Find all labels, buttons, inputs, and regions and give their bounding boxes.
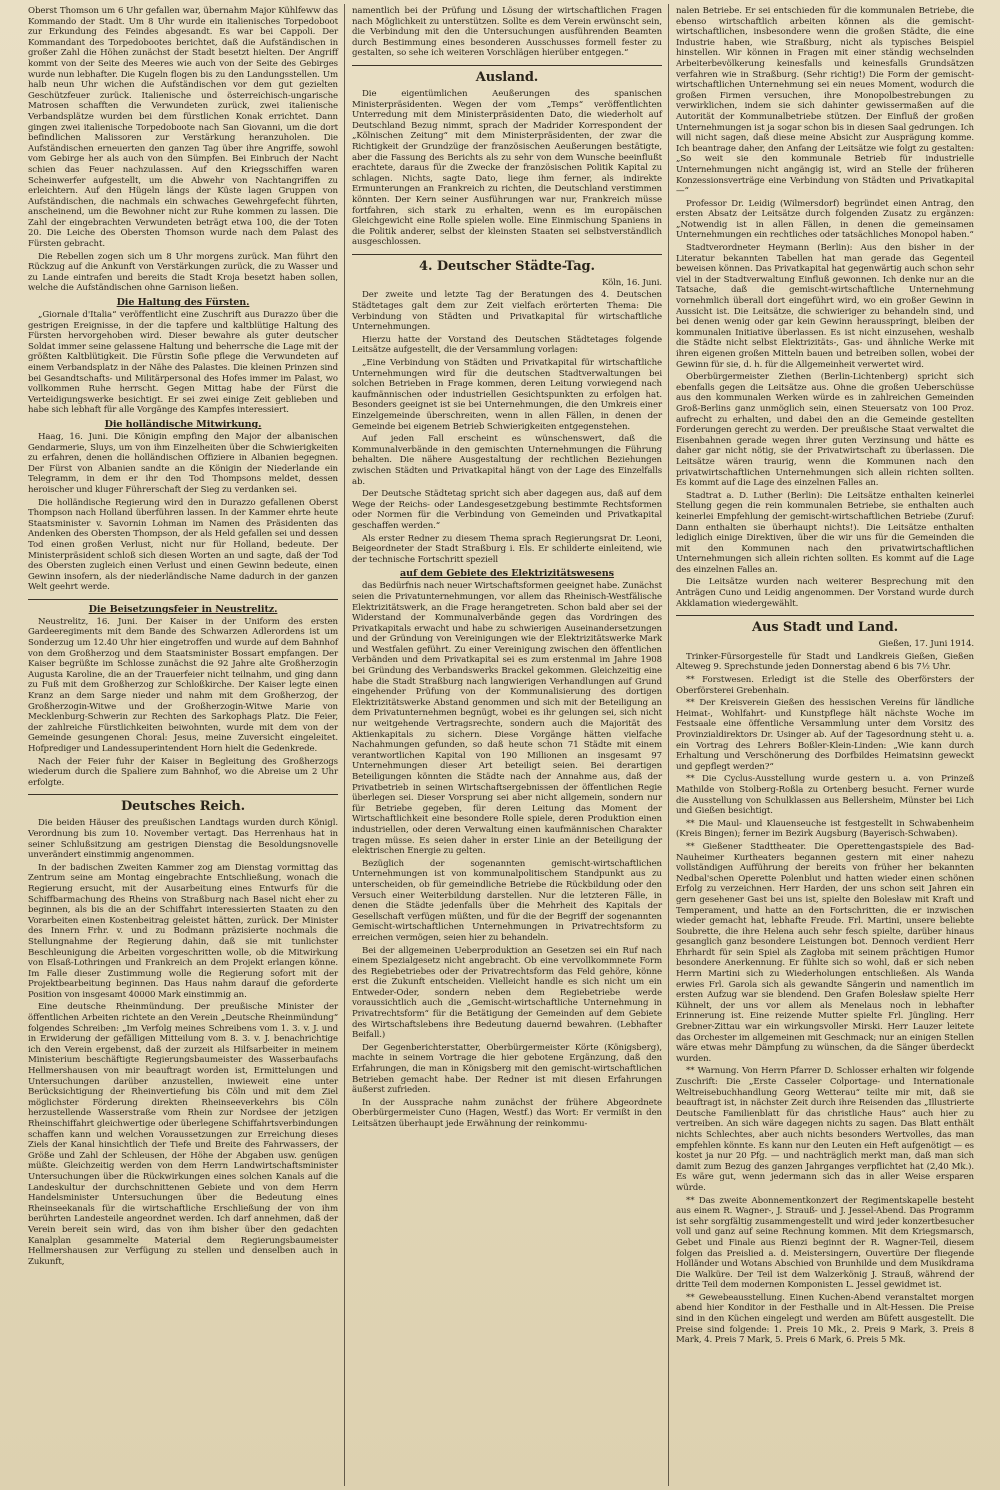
column-rule	[668, 4, 669, 1486]
article-paragraph: Eine deutsche Rheinmündung. Der preußische Minister der öffentlichen Arbeiten richtete an den Verein „Deutsche Rheinmündung“ folgendes Schreiben: „Im Verfolg meines Schreibens vom 1. 3. v. J. und in Erwiderung der gefälligen Mitteilung vom 8. 3. v. J. benachrichtige ich den Verein ergebenst, daß der zurzeit als Hilfsarbeiter in meinem Ministerium beschäftigte Regierungsbaumeister des Wasserbaufachs Hellmershausen von mir beauftragt worden ist, Ermittelungen und Untersuchungen darüber anzustellen, inwieweit eine unter Berücksichtigung der Rheinvertiefung bis Cöln und mit dem Ziel möglichster Förderung direkten Rheinseeverkehrs bis Cöln herzustellende Wasserstraße vom Rhein zur Nordsee der jetzigen Rheinschiffahrt gleichwertige oder überlegene Schiffahrtsverbindungen schaffen kann und welchen Voraussetzungen zur Erreichung dieses Ziels der Kanal hinsichtlich der Tiefe und Breite des Fahrwassers, der Größe und Zahl der Schleusen, der Höhe der Abgaben usw. genügen müßte. Gleichzeitig werden von dem Herrn Landwirtschaftsminister Untersuchungen über die Rückwirkungen eines solchen Kanals auf die Landeskultur der durchschnittenen Gebiete und von dem Herrn Handelsminister Untersuchungen über die Bedeutung eines Rheinseekanals für die wirtschaftliche Erschließung der von ihm berührten Landesteile angeordnet werden. Ich darf annehmen, daß der Verein bereit sein wird, das von ihm bisher über den gedachten Kanalplan gesammelte Material dem Regierungsbaumeister Hellmershausen zur Verfügung zu stellen und denselben auch in Zukunft,	[28, 1002, 338, 1267]
article-paragraph: Oberbürgermeister Ziethen (Berlin-Lichtenberg) spricht sich ebenfalls gegen die Leitsätze aus. Ohne die großen Ueberschüsse aus den kommunalen Werken würde es in zahlreichen Gemeinden Groß-Berlins ganz unmöglich sein, einen Steuersatz von 100 Proz. aufrecht zu erhalten, und dabei den an die Gemeinde gestellten Forderungen gerecht zu werden. Der preußische Staat verwaltet die Eisenbahnen gerade wegen ihrer guten Verzinsung und hätte es daher gar nicht nötig, sie der Privatwirtschaft zu überlassen. Die Leitsätze wären traurig, wenn die Kommunen nach den privatwirtschaftlichen Unternehmungen sich allein richten sollten. Es kommt auf die Lage des einzelnen Falles an.	[676, 372, 974, 489]
article-paragraph: Trinker-Fürsorgestelle für Stadt und Landkreis Gießen, Gießen Alteweg 9. Sprechstunde jeden Donnerstag abend 6 bis 7½ Uhr.	[676, 651, 974, 673]
article-paragraph: „Giornale d'Italia“ veröffentlicht eine Zuschrift aus Durazzo über die gestrigen Ereignisse, in der die tapfere und kaltblütige Haltung des Fürsten hervorgehoben wird. Dieser bewahre als guter deutscher Soldat immer seine gelassene Haltung und beherrsche die Lage mit der größten Kaltblütigkeit. Die Fürstin Sofie pflege die Verwundeten auf einem Verbandsplatz in der Nähe des Palastes. Die kleinen Prinzen sind bei Gesandtschafts- und Militärpersonal des Hofes immer im Palast, wo vollkommen Ruhe herrscht. Gegen Mittag habe der Fürst die Verteidigungswerke besichtigt. Er sei zwei einige Zeit geblieben und habe sich lebhaft für alle Vorgänge des Kampfes interessiert.	[28, 310, 338, 416]
divider	[676, 615, 974, 616]
article-paragraph: „Eine Verbindung von Städten und Privatkapital für wirtschaftliche Unternehmungen wird für die deutschen Stadtverwaltungen bei solchen Betrieben in Frage kommen, deren Leitung vorwiegend nach kaufmännischen oder industriellen Gesichtspunkten zu erfolgen hat. Besonders geeignet ist sie bei Unternehmungen, die den Umkreis einer Einzelgemeinde überschreiten, wenn in allen Fällen, in denen der Gemeinde bei eigenem Betrieb Schwierigkeiten entgegenstehen.	[352, 358, 662, 432]
article-paragraph: ** Der Kreisverein Gießen des hessischen Vereins für ländliche Heimat-, Wohlfahrt- und Kunstpflege hält nächste Woche im Festsaale eine öffentliche Versammlung unter dem Vorsitz des Provinzialdirektors Dr. Usinger ab. Auf der Tagesordnung steht u. a. ein Vortrag des Lehrers Boßler-Klein-Linden: „Wie kann durch Erhaltung und Verschönerung des Dorfbildes Heimatsinn geweckt und gepflegt werden?“	[676, 698, 974, 772]
article-paragraph: Die Leitsätze wurden nach weiterer Besprechung mit den Anträgen Cuno und Leidig angenommen. Der Vorstand wurde durch Akklamation wiedergewählt.	[676, 577, 974, 609]
article-paragraph: ** Forstwesen. Erledigt ist die Stelle des Oberförsters der Oberförsterei Grebenhain.	[676, 675, 974, 696]
article-paragraph: Als erster Redner zu diesem Thema sprach Regierungsrat Dr. Leoni, Beigeordneter der Stadt Straßburg i. Els. Er schilderte einleitend, wie der technische Fortschritt speziell	[352, 533, 662, 565]
section-heading: 4. Deutscher Städte-Tag.	[419, 258, 595, 274]
column-right	[672, 6, 978, 1484]
article-paragraph: ** Gewebeausstellung. Einen Kuchen-Abend veranstaltet morgen abend hier Konditor in der Festhalle und in Alt-Hessen. Die Preise sind in den Küchen eingelegt und werden am Büfett ausgestellt. Die Preise sind folgende: 1. Preis 10 Mk., 2. Preis 9 Mark, 3. Preis 8 Mark, 4. Preis 7 Mark, 5. Preis 6 Mark, 6. Preis 5 Mk.	[676, 1292, 974, 1346]
section-heading: Deutsches Reich.	[120, 799, 246, 815]
article-paragraph: Der Gegenberichterstatter, Oberbürgermeister Körte (Königsberg), machte in seinem Vortrage die hier gebotene Ergänzung, daß den Erfahrungen, die man in Königsberg mit den gemischt-wirtschaftlichen Betrieben gemacht habe. Der Redner ist mit diesen Erfahrungen äußerst zufrieden.	[352, 1042, 662, 1096]
article-paragraph: ** Die Cyclus-Ausstellung wurde gestern u. a. von Prinzeß Mathilde von Stolberg-Roßla zu Ortenberg besucht. Ferner wurde die Ausstellung von Schulklassen aus Bellersheim, Münster bei Lich und Gießen besichtigt.	[676, 774, 974, 817]
article-paragraph: Die beiden Häuser des preußischen Landtags wurden durch Königl. Verordnung bis zum 10. November vertagt. Das Herrenhaus hat in seiner Schlußsitzung am gestrigen Dienstag die Besoldungsnovelle unverändert einstimmig angenommen.	[28, 818, 338, 861]
article-paragraph: ** Warnung. Von Herrn Pfarrer D. Schlosser erhalten wir folgende Zuschrift: Die „Erste Casseler Colportage- und Internationale Weltreisebuchhandlung Georg Wetterau“ teilte mir mit, daß sie beauftragt ist, in nächster Zeit durch ihre Reisenden das „Illustrierte Deutsche Familienblatt für das christliche Haus“ auch hier zu vertreiben. An sich wäre dagegen nichts zu sagen. Das Blatt enthält nichts Schlechtes, aber auch nichts besonders Wertvolles, das man empfehlen könnte. Es kann nur den Leuten ein Heft aufgenötigt — es kostet ja nur 20 Pfg. — und nachträglich merkt man, daß man sich damit zum Bezug des ganzen Jahrganges verpflichtet hat (2,40 Mk.). Es wäre gut, wenn jedermann sich das in aller Weise ersparen würde.	[676, 1066, 974, 1193]
column-left	[24, 6, 342, 1484]
article-paragraph: ** Die Maul- und Klauenseuche ist festgestellt in Schwabenheim (Kreis Bingen); ferner im Bezirk Augsburg (Bayerisch-Schwaben).	[676, 818, 974, 840]
article-paragraph: In der Aussprache nahm zunächst der frühere Abgeordnete Oberbürgermeister Cuno (Hagen, Westf.) das Wort: Er vermißt in den Leitsätzen überhaupt jede Erwähnung der reinkommu-	[352, 1097, 662, 1129]
article-paragraph: Die Rebellen zogen sich um 8 Uhr morgens zurück. Man führt den Rückzug auf die Ankunft von Verstärkungen zurück, die zu Wasser und zu Lande eintrafen und bereits die Stadt Kroja besetzt haben sollen, welche die Aufständischen ohne Garnison ließen.	[28, 251, 338, 294]
divider	[28, 599, 338, 600]
divider	[352, 254, 662, 255]
article-paragraph: Neustrelitz, 16. Juni. Der Kaiser in der Uniform des ersten Gardeeregiments mit dem Bande des Schwarzen Adlerordens ist um Sonderzug um 12.40 Uhr hier eingetroffen und wurde auf dem Bahnhof von dem Großherzog und dem Staatsminister Bossart empfangen. Der Kaiser begrüßte im Schlosse zunächst die 92 Jahre alte Großherzogin Augusta Karoline, die an der Trauerfeier nicht teilnahm, und ging dann zu Fuß mit dem Großherzog zur Schloßkirche. Der Kaiser legte einen Kranz an dem Sarge nieder und nahm mit dem Großherzog, der Großherzogin-Witwe und der Großherzogin-Witwe Marie von Mecklenburg-Schwerin zur Rechten des Sarkophags Platz. Die Feier, der zahlreiche Fürstlichkeiten beiwohnten, wurde mit dem von der Gemeinde gesungenen Choral: Jesus, meine Zuversicht eingeleitet. Hofprediger und Landessuperintendent Horn hielt die Gedenkrede.	[28, 616, 338, 754]
article-paragraph: Stadtrat a. D. Luther (Berlin): Die Leitsätze enthalten keinerlei Stellung gegen die rein kommunalen Betriebe, sie enthalten auch keinerlei Empfehlung der gemischt-wirtschaftlichen Betriebe (Zuruf: Dann enthalten sie überhaupt nichts!). Die Leitsätze enthalten lediglich einige Direktiven, über die wir uns für die Gemeinden die mit den Kommunen nach den privatwirtschaftlichen Unternehmungen sich allein richten sollten. Es kommt auf die Lage des einzelnen Falles an.	[676, 490, 974, 575]
article-paragraph: das Bedürfnis nach neuer Wirtschaftsformen geeignet habe. Zunächst seien die Privatunternehmungen, vor allem das Rheinisch-Westfälische Elektrizitätswerk, an die Frage herangetreten. Schon bald aber sei der Widerstand der Kommunalverbände gegen das Vordringen des Privatkapitals erwacht und habe zu schwierigen Auseinandersetzungen und der Gründung von Vereinigungen wie der Elektrizitätswerke Mark und Westfalen geführt. Zu einer Vereinigung zwischen den öffentlichen Verbänden und dem Privatkapital sei es zum erstenmal im Jahre 1908 bei Gründung des Verbandswerks Brackel gekommen. Gleichzeitig eine habe die Stadt Straßburg nach langwierigen Verhandlungen auf Grund eingehender Prüfung von der Kommunalisierung des dortigen Elektrizitätswerke Abstand genommen und sich mit der Beteiligung an dem Privatunternehmen begnügt, wobei es ihr gelungen sei, sich nicht nur weitgehende Vertragsrechte, sondern auch die Majorität des Aktienkapitals zu sichern. Diese Vorgänge hätten vielfache Nachahmungen gefunden, so daß heute schon 71 Städte mit einem verantwortlichen Kapital von 190 Millionen an insgesamt 97 Unternehmungen dieser Art beteiligt seien. Bei derartigen Beteiligungen könnten die Städte nach der Annahme aus, daß der Privatbetrieb in seinen Wirtschaftsergebnissen der öffentlichen Regie überlegen sei. Dieser Vorsprung sei aber nicht allgemein, sondern nur für Betriebe gegeben, für deren Leitung das Moment der Wirtschaftlichkeit eine besondere Rolle spiele, deren Produktion einen industriellen, oder deren Verwaltung einen kaufmännischen Charakter tragen müsse. Es seien daher in erster Linie an der Beteiligung der elektrischen Energie zu gelten.	[352, 581, 662, 857]
article-paragraph: In der badischen Zweiten Kammer zog am Dienstag vormittag das Zentrum seine am Montag eingebrachte Entschließung, wonach die Regierung ersucht, mit der Ausarbeitung eines Entwurfs für die Schiffbarmachung des Rheins von Straßburg nach Basel nicht eher zu beginnen, als bis die an der Schiffahrt interessierten Staaten zu den Vorarbeiten einen Kostenbeitrag geleistet hätten, zurück. Der Minister des Innern Frhr. v. und zu Bodmann präzisierte nochmals die Stellungnahme der Regierung dahin, daß sie mit tunlichster Beschleunigung die Arbeiten vorgeschritten wolle, ob die Mitwirkung von Elsaß-Lothringen und Frankreich an dem Projekt erlangen könne. Im Falle dieser Zustimmung wolle die Regierung sofort mit der Projektbearbeitung beginnen. Das Haus nahm darauf die geforderte Position von insgesamt 40000 Mark einstimmig an.	[28, 862, 338, 1000]
section-subheading: Die Haltung des Fürsten.	[116, 297, 250, 309]
article-paragraph: Oberst Thomson um 6 Uhr gefallen war, übernahm Major Kühlfeww das Kommando der Stadt. Um 8 Uhr wurde ein italienisches Torpedoboot zur Erkundung des Feindes abgesandt. Es war bei Cappoli. Der Kommandant des Torpedobootes berichtet, daß die Aufständischen in großer Zahl die Höhen zunächst der Stadt besetzt hielten. Der Angriff kommt von der Seite des Meeres wie auch von der Seite des Gebirges wurde nun lebhafter. Die Kugeln flogen bis zu den Landungsstellen. Um halb neun Uhr wichen die Aufständischen vor dem gut gezielten Geschützfeuer zurück. Italienische und österreichisch-ungarische Matrosen schafften die Verwundeten zurück, zwei italienische Verbandsplätze wurden bei dem fürstlichen Konak errichtet. Dann gingen zwei italienische Torpedoboote nach San Giovanni, um die dort befindlichen Malissoren zur Verstärkung heranzuholen. Die Aufständischen erneuerten den ganzen Tag über ihre Angriffe, sowohl vom Gebirge her als auch von den Sümpfen. Bei Einbruch der Nacht schien das Feuer nachzulassen. Auf den Kriegsschiffen waren Scheinwerfer aufgestellt, um die Abwehr von Nachtangriffen zu erleichtern. Auf den Hügeln längs der Küste lagen Gruppen von Aufständischen, die nachmals ein schwaches Gewehrgefecht führten, anscheinend, um die Bewohner nicht zur Ruhe kommen zu lassen. Die Zahl der eingebrachten Verwundeten beträgt etwa 100, die der Toten 20. Die Leiche des Obersten Thomson wurde nach dem Palast des Fürsten gebracht.	[28, 6, 338, 250]
article-paragraph: Auf jeden Fall erscheint es wünschenswert, daß die Kommunalverbände in den gemischten Unternehmungen die Führung behalten. Die nähere Ausgestaltung der rechtlichen Beziehungen zwischen Städten und Privatkapital hängt von der Lage des Einzelfalls ab.	[352, 434, 662, 487]
section-subheading: Die Beisetzungsfeier in Neustrelitz.	[88, 603, 278, 615]
article-paragraph: Bei der allgemeinen Ueberproduktion an Gesetzen sei ein Ruf nach einem Spezialgesetz nicht angebracht. Ob eine vervollkommnete Form des Regiebetriebes oder der Privatrechtsform das Feld gehöre, könne erst die Zukunft entscheiden. Vielleicht handle es sich nicht um ein Entweder-Oder, sondern neben dem Regiebetriebe werde voraussichtlich auch die „Gemischt-wirtschaftliche Unternehmung in Privatrechtsform“ für die Betätigung der Gemeinden auf dem Gebiete des Wirtschaftslebens ihre Bedeutung dauernd bewahren. (Lebhafter Beifall.)	[352, 945, 662, 1041]
article-paragraph: Die eigentümlichen Aeußerungen des spanischen Ministerpräsidenten. Wegen der vom „Temps“ veröffentlichten Unterredung mit dem Ministerpräsidenten Dato, die wiederholt auf Deutschland Bezug nimmt, sprach der Madrider Korrespondent der „Kölnischen Zeitung“ mit dem Ministerpräsidenten, der zwar die Richtigkeit der Grundzüge der französischen Aeußerungen bestätigte, aber die Fassung des Berichts als zu sehr von dem Wunsche beeinflußt erachtete, daraus für die Zwecke der französischen Politik Kapital zu schlagen. Nichts, sagte Dato, liege ihm ferner, als indirekte Ermunterungen an Frankreich zu richten, die Deutschland verstimmen könnten. Der Kern seiner Ausführungen war nur, Frankreich müsse fortfahren, sich stark zu erhalten, wenn es im europäischen Gleichgewicht eine Rolle spielen wolle. Eine Einmischung Spaniens in die Politik anderer, selbst der kleinsten Staaten sei selbstverständlich ausgeschlossen.	[352, 88, 662, 248]
dateline: Köln, 16. Juni.	[601, 277, 662, 288]
divider	[28, 794, 338, 795]
article-paragraph: Bezüglich der sogenannten gemischt-wirtschaftlichen Unternehmungen ist von kommunalpolitischem Standpunkt aus zu unterscheiden, ob für gemeindliche Betriebe die Rückbildung oder den Versuch einer Weiterbildung darstellen. Nur die letzteren Fälle, in denen die Städte jedenfalls über die Mehrheit des Kapitals der Gesellschaft verfügen müßten, und für die der Begriff der sogenannten Gemischt-wirtschaftlichen Unternehmungen in Privatrechtsform zu erreichen vermögen, seien hier zu behandeln.	[352, 858, 662, 943]
column-rule	[344, 4, 345, 1486]
article-paragraph: Die holländische Regierung wird den in Durazzo gefallenen Oberst Thompson nach Holland überführen lassen. In der Kammer ehrte heute Staatsminister v. Savornin Lohman im Namen des Präsidenten das Andenken des Obersten Thompson, der als Held gefallen sei und dessen Tod einen großen Verlust, nicht nur für Holland, bedeute. Der Ministerpräsident schloß sich diesen Worten an und sagte, daß der Tod des Obersten zugleich einen Verlust und einen Gewinn bedeute, einen Gewinn insofern, als der niederländische Name dadurch in der ganzen Welt geehrt werde.	[28, 497, 338, 593]
divider	[352, 65, 662, 66]
dateline: Gießen, 17. Juni 1914.	[878, 639, 974, 650]
article-paragraph: Hierzu hatte der Vorstand des Deutschen Städtetages folgende Leitsätze aufgestellt, die der Versammlung vorlagen:	[352, 334, 662, 356]
article-paragraph: ** Gießener Stadttheater. Die Operettengastspiele des Bad-Nauheimer Kurtheaters begannen gestern mit einer nahezu vollständigen Aufführung der bereits von früher her bekannten Nedbal'schen Operette Polenblut und hatten wieder einen schönen Erfolg zu verzeichnen. Herr Harden, der uns schon seit Jahren ein gern gesehener Gast bei uns ist, spielte den Bolesław mit Kraft und Temperament, und hatte an den Fortschritten, die er inzwischen wieder gemacht hat, lebhafte Freude. Frl. Martini, unsere beliebte Soubrette, die ihre Helena auch sehr fesch spielte, darüber hinaus gesanglich ganz besondere Leistungen bot. Dennoch verdient Herr Ehrhardt für sein Spiel als Zagłoba mit seinem prächtigen Humor besondere Anerkennung. Er fühlte sich so wohl, daß er sich neben Herrn Martini sich zu Wiederholungen entschließen. Als Wanda erwies Frl. Garola sich als gewandte Sängerin und namentlich im ersten Aufzug war sie blendend. Den Grafen Bolesław spielte Herr Kühnelt, der uns vor allem als Menelaus noch in lebhafter Erinnerung ist. Eine reizende Mutter spielte Frl. Jüngling. Herr Grebner-Zittau war ein wirkungsvoller Mirski. Herr Lauzer leitete das Orchester im allgemeinen mit Geschmack; nur an einigen Stellen wäre etwas mehr Dämpfung zu wünschen, da die Sänger überdeckt wurden.	[676, 841, 974, 1064]
section-subheading: auf dem Gebiete des Elektrizitätswesens	[400, 568, 614, 580]
article-paragraph: Der Deutsche Städtetag spricht sich aber dagegen aus, daß auf dem Wege der Reichs- oder Landesgesetzgebung bestimmte Rechtsformen oder Normen für die Verbindung von Gemeinden und Privatkapital geschaffen werden.“	[352, 489, 662, 531]
article-paragraph: Haag, 16. Juni. Die Königin empfing den Major der albanischen Gendarmerie, Sluys, um von ihm Einzelheiten über die Schwierigkeiten zu erfahren, denen die holländischen Offiziere in Albanien begegnen. Der Fürst von Albanien sandte an die Königin der Niederlande ein Telegramm, in dem er ihr den Tod Thompsons meldet, dessen heroischer und kluger Führerschaft der Sieg zu verdanken sei.	[28, 431, 338, 495]
article-paragraph: Professor Dr. Leidig (Wilmersdorf) begründet einen Antrag, den ersten Absatz der Leitsätze durch folgenden Zusatz zu ergänzen: „Notwendig ist in allen Fällen, in denen die gemeinsamen Unternehmungen ein rechtliches oder tatsächliches Monopol haben.“	[676, 198, 974, 241]
article-paragraph: Stadtverordneter Heymann (Berlin): Aus den bisher in der Literatur bekannten Tabellen hat man gerade das Gegenteil beweisen können. Das Privatkapital hat gegenwärtig auch schon sehr viel in der Stadtverwaltung Einfluß gewonnen. Ich denke nur an die Tatsache, daß die gemischt-wirtschaftliche Unternehmung vornehmlich überall dort eingeführt wird, wo ein großer Gewinn in Aussicht ist. Die Leitsätze, die schwieriger zu behandeln sind, und bei denen wenig oder gar kein Gewinn herausspringt, bleiben der kommunalen Initiative überlassen. Es ist nicht einzusehen, weshalb die Städte nicht selbst Elektrizitäts-, Gas- und ähnliche Werke mit ihren eigenen großen Mitteln bauen und betreiben sollen, wobei der Gewinn für sie, d. h. für die Allgemeinheit verwertet wird.	[676, 243, 974, 370]
article-paragraph: Der zweite und letzte Tag der Beratungen des 4. Deutschen Städtetages galt dem zur Zeit vielfach erörterten Thema: Die Verbindung von Städten und Privatkapital für wirtschaftliche Unternehmungen.	[352, 290, 662, 333]
article-paragraph: nalen Betriebe. Er sei entschieden für die kommunalen Betriebe, die ebenso wirtschaftlich arbeiten können als die gemischt-wirtschaftlichen, insbesondere wenn die großen Städte, die eine Industrie haben, wie Straßburg, nicht als typisches Beispiel hinstellen. Wir können in Fragen mit einer ständig wechselnden Arbeiterbevölkerung keinesfalls und keinesfalls Grundsätzen verfahren wie in Straßburg. (Sehr richtig!) Die Form der gemischt-wirtschaftlichen Unternehmung sei ein neues Moment, wodurch die großen Firmen versuchen, ihre Monopolbestrebungen zu verwirklichen, indem sie sich dahinter gewissermaßen auf die Autorität der Kommunalbetriebe stützen. Der Einfluß der großen Unternehmungen ist ja sogar schon bis in diesen Saal gedrungen. Ich will nicht sagen, daß diese meine Absicht zur Ausprägung komme. Ich beantrage daher, den Anfang der Leitsätze wie folgt zu gestalten: „So weit sie den kommunale Betrieb für industrielle Unternehmungen nicht angängig ist, wird an Stelle der früheren Konzessionsverträge eine Verbindung von Städten und Privatkapital —“	[676, 6, 974, 197]
article-paragraph: ** Das zweite Abonnementkonzert der Regimentskapelle besteht aus einem R. Wagner-, J. Strauß- und J. Jessel-Abend. Das Programm ist sehr sorgfältig zusammengestellt und wird jeder konzertbesucher voll und ganz auf seine Rechnung kommen. Mit dem Kriegsmarsch, Gebet und Finale aus Rienzi beginnt der R. Wagner-Teil, diesem folgen das Preislied a. d. Meistersingern, Ouvertüre Der fliegende Holländer und Wotans Abschied von Brunhilde und dem Musikdrama Die Walküre. Der Teil ist dem Walzerkönig J. Strauß, während der dritte Teil dem modernen Komponisten L. Jessel gewidmet ist.	[676, 1195, 974, 1291]
article-paragraph: namentlich bei der Prüfung und Lösung der wirtschaftlichen Fragen nach Möglichkeit zu unterstützen. Sollte es dem Verein erwünscht sein, die Verbindung mit den die Untersuchungen ausführenden Beamten durch Bestimmung eines besonderen Ausschusses formell fester zu gestalten, so sehe ich weiteren Vorschlägen hierüber entgegen.“	[352, 6, 662, 59]
section-subheading: Die holländische Mitwirkung.	[104, 418, 262, 430]
section-heading: Aus Stadt und Land.	[751, 620, 899, 636]
article-paragraph: Nach der Feier fuhr der Kaiser in Begleitung des Großherzogs wiederum durch die Spaliere zum Bahnhof, wo die Abreise um 2 Uhr erfolgte.	[28, 756, 338, 788]
section-heading: Ausland.	[475, 69, 539, 85]
column-middle	[348, 6, 666, 1484]
